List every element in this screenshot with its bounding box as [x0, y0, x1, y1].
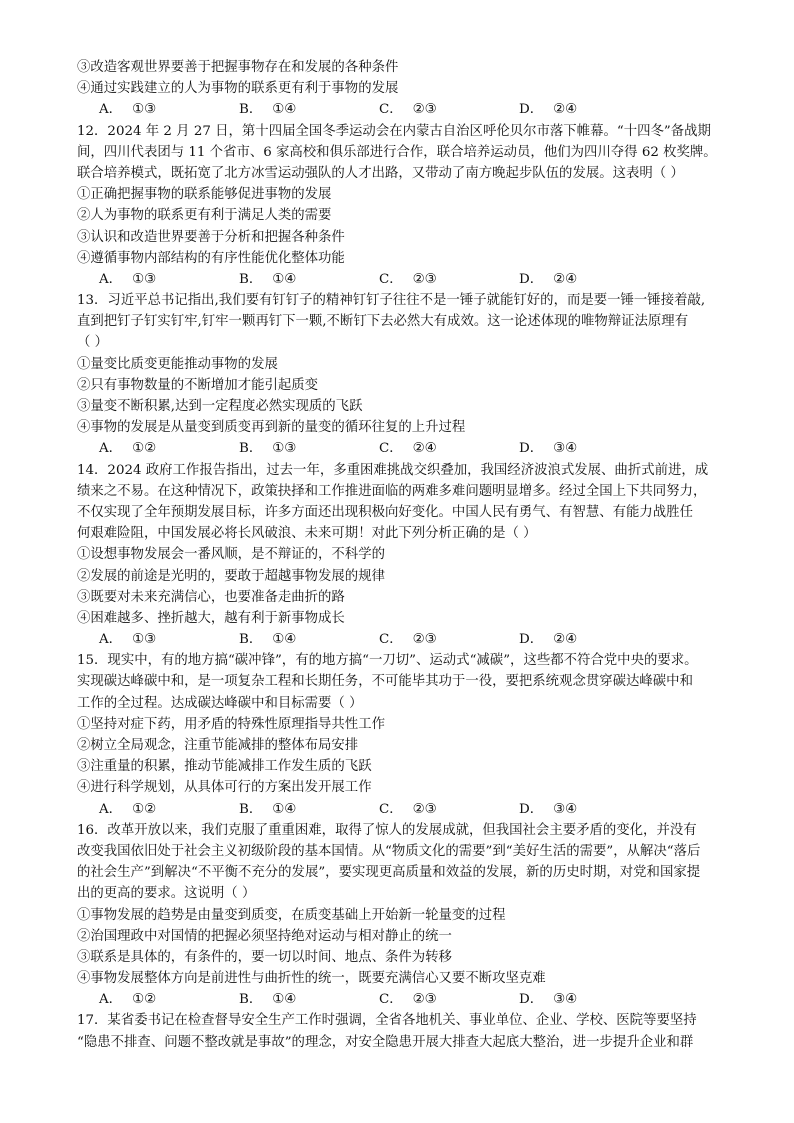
choice-value: ①③ [272, 441, 297, 457]
choice-letter: C． [379, 632, 403, 648]
question-stem-line: 不仅实现了全年预期发展目标，许多方面还出现积极向好变化。中国人民有勇气、有智慧、有能力战胜任 [77, 504, 693, 520]
choice-letter: A． [99, 102, 123, 118]
option-item: ③注重量的积累，推动节能减排工作发生质的飞跃 [77, 759, 372, 775]
option-item: ①设想事物发展会一番风顺，是不辩证的，不科学的 [77, 547, 385, 563]
choice-b[interactable] [239, 799, 379, 820]
choice-letter: D． [519, 801, 544, 817]
choice-value: ②④ [553, 632, 578, 648]
option-item: ④困难越多、挫折越大，越有利于新事物成长 [77, 610, 345, 626]
choice-c[interactable] [379, 438, 519, 459]
option-item: ③改造客观世界要善于把握事物存在和发展的各种条件 [77, 60, 399, 75]
choice-letter: D． [519, 632, 544, 648]
question-stem-line: 绩来之不易。在这种情况下，政策抉择和工作推进面临的两难多难问题明显增多。经过全国上下共同努力， [77, 483, 707, 499]
choice-d[interactable] [519, 269, 659, 290]
choice-letter: A． [99, 801, 123, 817]
option-item: ①正确把握事物的联系能够促进事物的发展 [77, 187, 332, 203]
option-item: ②只有事物数量的不断增加才能引起质变 [77, 377, 319, 393]
choice-letter: A． [99, 271, 123, 287]
option-item: ②树立全局观念，注重节能减排的整体布局安排 [77, 738, 359, 753]
option-item: ③量变不断积累,达到一定程度必然实现质的飞跃 [77, 399, 363, 414]
option-item: ④事物发展整体方向是前进性与曲折性的统一，既要充满信心又要不断攻坚克难 [77, 971, 546, 987]
choice-letter: A． [99, 441, 123, 457]
option-item: ②治国理政中对国情的把握必须坚持绝对运动与相对静止的统一 [77, 928, 452, 944]
choice-d[interactable] [519, 629, 659, 650]
choice-letter: B． [239, 801, 263, 817]
choice-value: ②③ [412, 632, 437, 648]
option-item: ④进行科学规划，从具体可行的方案出发开展工作 [77, 780, 372, 796]
question-q17 [77, 1010, 727, 1052]
choice-a[interactable] [99, 269, 239, 290]
continued-question [77, 57, 727, 121]
option-item: ④通过实践建立的人为事物的联系更有利于事物的发展 [77, 81, 399, 97]
choice-d[interactable] [519, 989, 659, 1010]
choice-value: ①③ [132, 102, 157, 118]
question-stem-line: 的社会生产”到解决“不平衡不充分的发展”，要实现更高质量和效益的发展，新的历史时期，对党和国家提 [77, 865, 701, 881]
answer-choices [77, 99, 727, 120]
option-item: ③认识和改造世界要善于分析和把握各种条件 [77, 229, 345, 245]
choice-letter: D． [519, 441, 544, 457]
choice-value: ①③ [132, 632, 157, 648]
choice-value: ①④ [272, 102, 297, 118]
choice-value: ①④ [272, 992, 297, 1008]
choice-value: ②③ [412, 102, 437, 118]
question-stem-line: 何艰难险阻，中国发展必将长风破浪、未来可期！对此下列分析正确的是（ ） [77, 526, 537, 542]
answer-choices [77, 269, 727, 290]
answer-choices [77, 799, 727, 820]
choice-a[interactable] [99, 438, 239, 459]
choice-value: ①② [132, 441, 157, 457]
choice-value: ②④ [412, 441, 437, 457]
choice-letter: D． [519, 102, 544, 118]
choice-letter: C． [379, 801, 403, 817]
question-stem-line: 工作的全过程。达成碳达峰碳中和目标需要（ ） [77, 695, 363, 711]
choice-value: ②③ [412, 992, 437, 1008]
choice-c[interactable] [379, 629, 519, 650]
choice-value: ②③ [412, 801, 437, 817]
choice-d[interactable] [519, 99, 659, 120]
choice-value: ③④ [553, 992, 578, 1008]
question-stem-line: 16．改革开放以来，我们克服了重重困难，取得了惊人的发展成就，但我国社会主要矛盾的变化，并没有 [77, 822, 697, 838]
choice-d[interactable] [519, 438, 659, 459]
choice-value: ②③ [412, 271, 437, 287]
choice-a[interactable] [99, 799, 239, 820]
choice-d[interactable] [519, 799, 659, 820]
option-item: ①坚持对症下药，用矛盾的特殊性原理指导共性工作 [77, 716, 385, 732]
choice-value: ①② [132, 992, 157, 1008]
choice-letter: B． [239, 102, 263, 118]
choice-value: ①④ [272, 801, 297, 817]
option-item: ①事物发展的趋势是由量变到质变，在质变基础上开始新一轮量变的过程 [77, 907, 506, 923]
question-q13 [77, 290, 727, 460]
answer-choices [77, 438, 727, 459]
question-stem-line: 17．某省委书记在检查督导安全生产工作时强调，全省各地机关、事业单位、企业、学校、医院等要坚持 [77, 1013, 697, 1029]
choice-a[interactable] [99, 99, 239, 120]
choice-letter: D． [519, 271, 544, 287]
question-stem-line: 12．2024 年 2 月 27 日，第十四届全国冬季运动会在内蒙古自治区呼伦贝尔市落下帷幕。“十四冬”备战期 [77, 123, 711, 139]
question-stem-line: 直到把钉子钉实钉牢,钉牢一颗再钉下一颗,不断钉下去必然大有成效。这一论述体现的唯物辩证法原理有 [77, 314, 689, 330]
choice-c[interactable] [379, 99, 519, 120]
choice-letter: B． [239, 632, 263, 648]
option-item: ③联系是具体的，有条件的，要一切以时间、地点、条件为转移 [77, 949, 452, 965]
option-item: ④事物的发展是从量变到质变再到新的量变的循环往复的上升过程 [77, 420, 466, 436]
choice-value: ②④ [553, 271, 578, 287]
choice-b[interactable] [239, 438, 379, 459]
question-stem-line: 联合培养模式，既拓宽了北方冰雪运动强队的人才出路，又带动了南方晚起步队伍的发展。这表明（ ） [77, 165, 684, 181]
choice-letter: B． [239, 271, 263, 287]
choice-value: ①④ [272, 632, 297, 648]
choice-letter: B． [239, 441, 263, 457]
choice-value: ①④ [272, 271, 297, 287]
choice-b[interactable] [239, 99, 379, 120]
option-item: ③既要对未来充满信心，也要准备走曲折的路 [77, 589, 345, 605]
exam-page [77, 57, 727, 1053]
choice-c[interactable] [379, 269, 519, 290]
question-q14 [77, 460, 727, 651]
choice-letter: D． [519, 992, 544, 1008]
choice-a[interactable] [99, 989, 239, 1010]
choice-value: ③④ [553, 441, 578, 457]
question-stem-line: 13．习近平总书记指出,我们要有钉钉子的精神钉钉子往往不是一锤子就能钉好的，而是要一锤一锤接着敲, [77, 293, 706, 309]
choice-c[interactable] [379, 989, 519, 1010]
option-item: ②人为事物的联系更有利于满足人类的需要 [77, 208, 332, 224]
question-stem-line: 15．现实中，有的地方搞“碳冲锋”，有的地方搞“一刀切”、运动式“减碳”，这些都不符合党中央的要求。 [77, 653, 698, 669]
question-q12 [77, 121, 727, 291]
choice-b[interactable] [239, 629, 379, 650]
question-stem-line: 间，四川代表团与 11 个省市、6 家高校和俱乐部进行合作，联合培养运动员，他们为四川夺得 62 枚奖牌。 [77, 144, 717, 160]
choice-letter: A． [99, 632, 123, 648]
answer-choices [77, 629, 727, 650]
option-item: ④遵循事物内部结构的有序性能优化整体功能 [77, 250, 345, 266]
question-stem-line: 改变我国依旧处于社会主义初级阶段的基本国情。从“物质文化的需要”到“美好生活的需要”，从解决“落后 [77, 843, 701, 859]
choice-letter: C． [379, 992, 403, 1008]
choice-c[interactable] [379, 799, 519, 820]
question-stem-line: “隐患不排查、问题不整改就是事故”的理念，对安全隐患开展大排查大起底大整治，进一步提升企业和群 [77, 1034, 694, 1050]
question-q15 [77, 650, 727, 820]
choice-value: ②④ [553, 102, 578, 118]
question-stem-line: 出的更高的要求。这说明（ ） [77, 886, 256, 902]
choice-a[interactable] [99, 629, 239, 650]
answer-choices [77, 989, 727, 1010]
question-list [77, 121, 727, 1053]
choice-letter: B． [239, 992, 263, 1008]
question-stem-line: 14．2024 政府工作报告指出，过去一年，多重困难挑战交织叠加，我国经济波浪式发展、曲折式前进，成 [77, 462, 709, 478]
choice-value: ③④ [553, 801, 578, 817]
choice-letter: C． [379, 271, 403, 287]
choice-value: ①② [132, 801, 157, 817]
option-item: ①量变比质变更能推动事物的发展 [77, 356, 278, 372]
choice-value: ①③ [132, 271, 157, 287]
question-stem-line: （ ） [77, 335, 109, 351]
question-stem-line: 实现碳达峰碳中和，是一项复杂工程和长期任务，不可能毕其功于一役，要把系统观念贯穿碳达峰碳中和 [77, 674, 693, 690]
question-q16 [77, 820, 727, 1011]
choice-b[interactable] [239, 989, 379, 1010]
choice-letter: C． [379, 441, 403, 457]
choice-letter: A． [99, 992, 123, 1008]
option-item: ②发展的前途是光明的，要敢于超越事物发展的规律 [77, 568, 385, 584]
choice-letter: C． [379, 102, 403, 118]
choice-b[interactable] [239, 269, 379, 290]
